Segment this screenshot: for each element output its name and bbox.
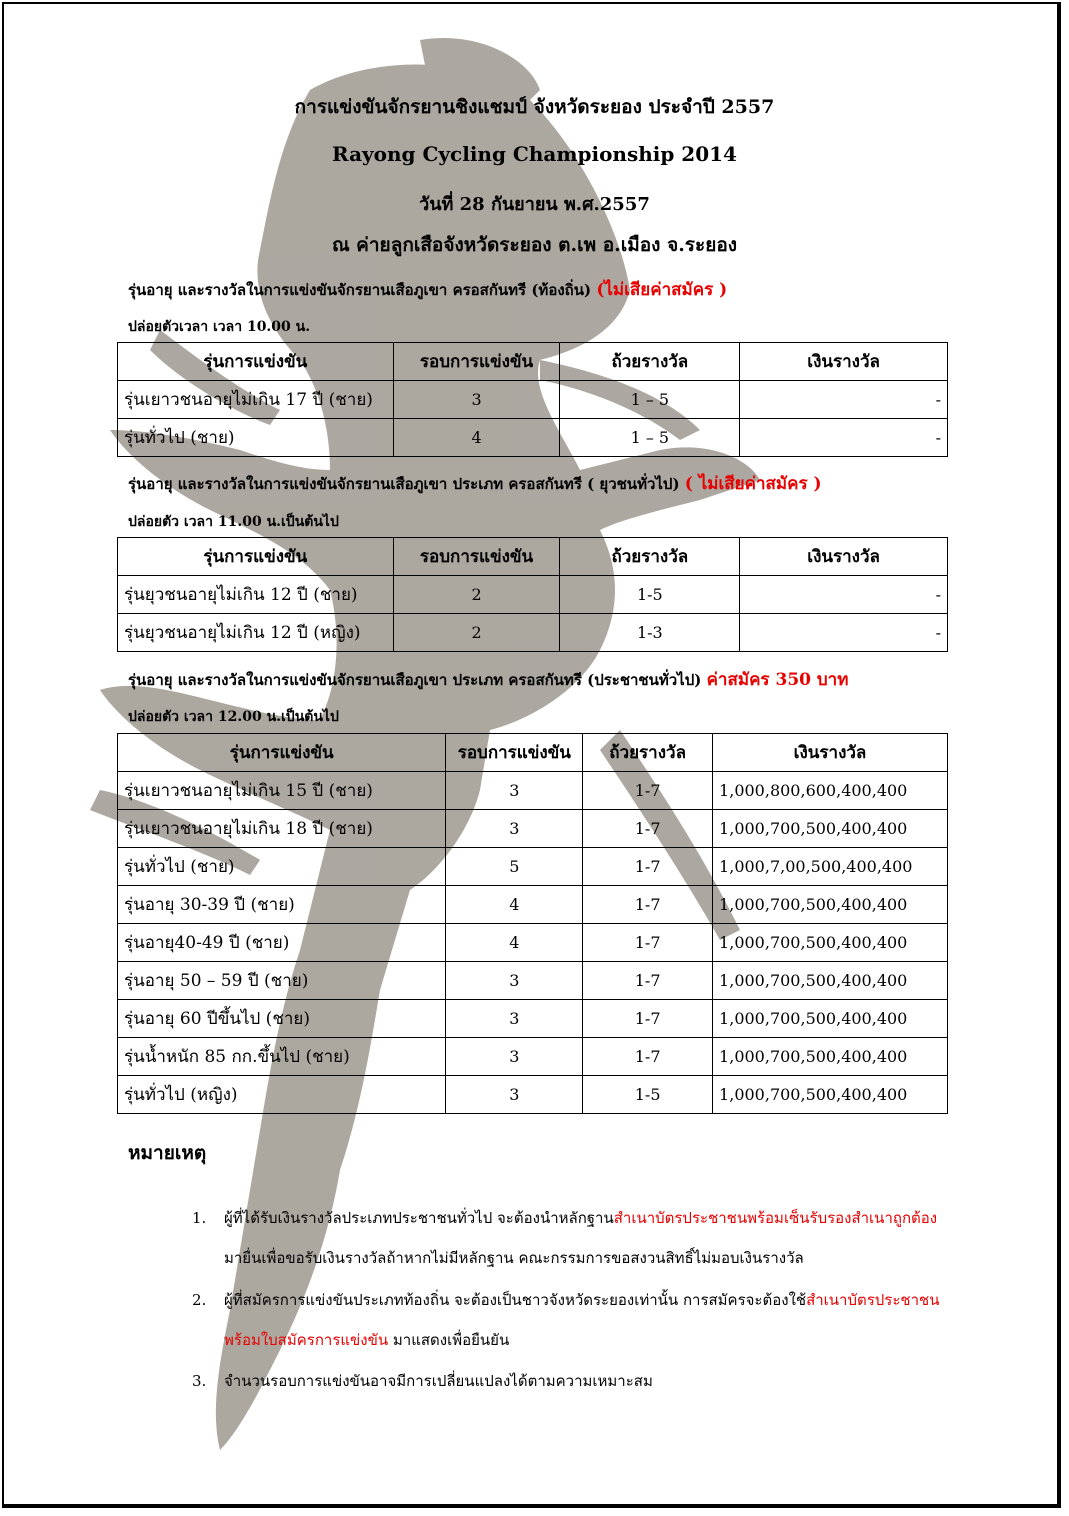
cell-rounds: 3	[446, 962, 583, 1000]
cell-class: รุ่นเยาวชนอายุไม่เกิน 18 ปี (ชาย)	[118, 810, 446, 848]
cell-class: รุ่นทั่วไป (ชาย)	[118, 419, 394, 457]
table-row	[118, 614, 948, 652]
header-class: รุ่นการแข่งขัน	[118, 538, 394, 576]
note-2-text-a: ผู้ที่สมัครการแข่งขันประเภทท้องถิ่น จะต้องเป็นชาวจังหวัดระยองเท่านั้น การสมัครจะต้องใช้	[224, 1291, 807, 1309]
note-2-highlight: สำเนาบัตรประชาชนพร้อมใบสมัครการแข่งขัน	[224, 1291, 940, 1349]
note-1-text-a: ผู้ที่ได้รับเงินรางวัลประเภทประชาชนทั่วไป จะต้องนำหลักฐาน	[224, 1209, 614, 1227]
cell-trophy: 1-7	[583, 810, 713, 848]
note-number: 2.	[192, 1291, 207, 1309]
note-number: 3.	[192, 1372, 207, 1390]
cell-trophy: 1-7	[583, 1038, 713, 1076]
title-english: Rayong Cycling Championship 2014	[332, 142, 737, 166]
table-row	[118, 886, 948, 924]
title-thai: การแข่งขันจักรยานชิงแชมป์ จังหวัดระยอง ประจำปี 2557	[294, 96, 775, 118]
cell-trophy: 1-7	[583, 848, 713, 886]
cell-money: 1,000,700,500,400,400	[713, 924, 948, 962]
cell-trophy: 1-7	[583, 1000, 713, 1038]
cell-money: 1,000,7,00,500,400,400	[713, 848, 948, 886]
cell-class: รุ่นน้ำหนัก 85 กก.ขึ้นไป (ชาย)	[118, 1038, 446, 1076]
cell-rounds: 3	[446, 1038, 583, 1076]
table-row	[118, 848, 948, 886]
cell-class: รุ่นอายุ40-49 ปี (ชาย)	[118, 924, 446, 962]
table-row	[118, 924, 948, 962]
header-trophy: ถ้วยรางวัล	[560, 538, 740, 576]
cell-rounds: 3	[393, 381, 560, 419]
header-rounds: รอบการแข่งขัน	[393, 343, 560, 381]
cell-trophy: 1-7	[583, 772, 713, 810]
cell-rounds: 4	[446, 924, 583, 962]
header-money: เงินรางวัล	[713, 734, 948, 772]
section1-release-time: ปล่อยตัวเวลา เวลา 10.00 น.	[128, 319, 311, 335]
cell-money: 1,000,700,500,400,400	[713, 1038, 948, 1076]
cell-trophy: 1-7	[583, 924, 713, 962]
section2-release-time: ปล่อยตัว เวลา 11.00 น.เป็นต้นไป	[128, 514, 339, 530]
cell-class: รุ่นอายุ 30-39 ปี (ชาย)	[118, 886, 446, 924]
table-row	[118, 772, 948, 810]
cell-trophy: 1-7	[583, 886, 713, 924]
section3-description	[128, 666, 848, 693]
cell-money: 1,000,700,500,400,400	[713, 1076, 948, 1114]
table-row	[118, 576, 948, 614]
cell-rounds: 5	[446, 848, 583, 886]
cell-rounds: 3	[446, 772, 583, 810]
cell-money: 1,000,700,500,400,400	[713, 810, 948, 848]
cell-trophy: 1 – 5	[560, 381, 740, 419]
section2-desc-text: รุ่นอายุ และรางวัลในการแข่งขันจักรยานเสือภูเขา ประเภท ครอสกันทรี ( ยุวชนทั่วไป)	[128, 475, 685, 493]
header-class: รุ่นการแข่งขัน	[118, 734, 446, 772]
table-row	[118, 1076, 948, 1114]
section3-release-time: ปล่อยตัว เวลา 12.00 น.เป็นต้นไป	[128, 709, 339, 725]
table-row	[118, 962, 948, 1000]
note-text	[224, 1198, 944, 1278]
table-row	[118, 1000, 948, 1038]
cell-class: รุ่นเยาวชนอายุไม่เกิน 17 ปี (ชาย)	[118, 381, 394, 419]
section2-description	[128, 470, 822, 497]
cell-rounds: 4	[446, 886, 583, 924]
note-text	[224, 1280, 944, 1360]
header-money: เงินรางวัล	[740, 538, 948, 576]
section3-fee: ค่าสมัคร 350 บาท	[706, 670, 849, 690]
header-rounds: รอบการแข่งขัน	[393, 538, 560, 576]
cell-class: รุ่นทั่วไป (หญิง)	[118, 1076, 446, 1114]
table-header-row	[118, 734, 948, 772]
cell-class: รุ่นอายุ 50 – 59 ปี (ชาย)	[118, 962, 446, 1000]
cell-class: รุ่นอายุ 60 ปีขึ้นไป (ชาย)	[118, 1000, 446, 1038]
cell-money: 1,000,700,500,400,400	[713, 962, 948, 1000]
cell-rounds: 2	[393, 614, 560, 652]
section2-table	[117, 537, 948, 652]
header-trophy: ถ้วยรางวัล	[583, 734, 713, 772]
cell-rounds: 2	[393, 576, 560, 614]
cell-trophy: 1-3	[560, 614, 740, 652]
section1-desc-text: รุ่นอายุ และรางวัลในการแข่งขันจักรยานเสือภูเขา ครอสกันทรี (ท้องถิ่น)	[128, 281, 597, 299]
cell-rounds: 3	[446, 1076, 583, 1114]
cell-money: -	[740, 576, 948, 614]
cell-money: 1,000,800,600,400,400	[713, 772, 948, 810]
cell-class: รุ่นยุวชนอายุไม่เกิน 12 ปี (ชาย)	[118, 576, 394, 614]
cell-trophy: 1-5	[560, 576, 740, 614]
cell-trophy: 1-5	[583, 1076, 713, 1114]
cell-class: รุ่นทั่วไป (ชาย)	[118, 848, 446, 886]
header-trophy: ถ้วยรางวัล	[560, 343, 740, 381]
cell-rounds: 3	[446, 1000, 583, 1038]
section1-description	[128, 276, 727, 303]
cell-class: รุ่นยุวชนอายุไม่เกิน 12 ปี (หญิง)	[118, 614, 394, 652]
table-row	[118, 810, 948, 848]
cell-money: -	[740, 419, 948, 457]
cell-trophy: 1 – 5	[560, 419, 740, 457]
note-1-text-b: มายื่นเพื่อขอรับเงินรางวัลถ้าหากไม่มีหลักฐาน คณะกรรมการขอสงวนสิทธิ์ไม่มอบเงินรางวัล	[224, 1249, 804, 1267]
cell-money: 1,000,700,500,400,400	[713, 886, 948, 924]
notes-heading: หมายเหตุ	[128, 1142, 207, 1164]
note-1-highlight: สำเนาบัตรประชาชนพร้อมเซ็นรับรองสำเนาถูกต้อง	[613, 1209, 938, 1227]
table-row	[118, 1038, 948, 1076]
note-2-text-b: มาแสดงเพื่อยืนยัน	[388, 1331, 510, 1349]
event-venue: ณ ค่ายลูกเสือจังหวัดระยอง ต.เพ อ.เมือง จ.ระยอง	[331, 234, 738, 256]
cell-money: -	[740, 614, 948, 652]
header-money: เงินรางวัล	[740, 343, 948, 381]
cell-trophy: 1-7	[583, 962, 713, 1000]
header-class: รุ่นการแข่งขัน	[118, 343, 394, 381]
cell-rounds: 4	[393, 419, 560, 457]
header-rounds: รอบการแข่งขัน	[446, 734, 583, 772]
section2-fee: ( ไม่เสียค่าสมัคร )	[684, 474, 822, 494]
section3-table	[117, 733, 948, 1114]
cell-money: -	[740, 381, 948, 419]
section1-table	[117, 342, 948, 457]
event-date: วันที่ 28 กันยายน พ.ศ.2557	[419, 194, 650, 215]
section1-fee: (ไม่เสียค่าสมัคร )	[596, 280, 728, 300]
table-row	[118, 381, 948, 419]
table-header-row	[118, 538, 948, 576]
table-row	[118, 419, 948, 457]
section3-desc-text: รุ่นอายุ และรางวัลในการแข่งขันจักรยานเสือภูเขา ประเภท ครอสกันทรี (ประชาชนทั่วไป)	[128, 671, 707, 689]
note-3-text: จำนวนรอบการแข่งขันอาจมีการเปลี่ยนแปลงได้ตามความเหมาะสม	[224, 1372, 653, 1390]
table-header-row	[118, 343, 948, 381]
cell-class: รุ่นเยาวชนอายุไม่เกิน 15 ปี (ชาย)	[118, 772, 446, 810]
note-number: 1.	[192, 1209, 207, 1227]
cell-rounds: 3	[446, 810, 583, 848]
cell-money: 1,000,700,500,400,400	[713, 1000, 948, 1038]
